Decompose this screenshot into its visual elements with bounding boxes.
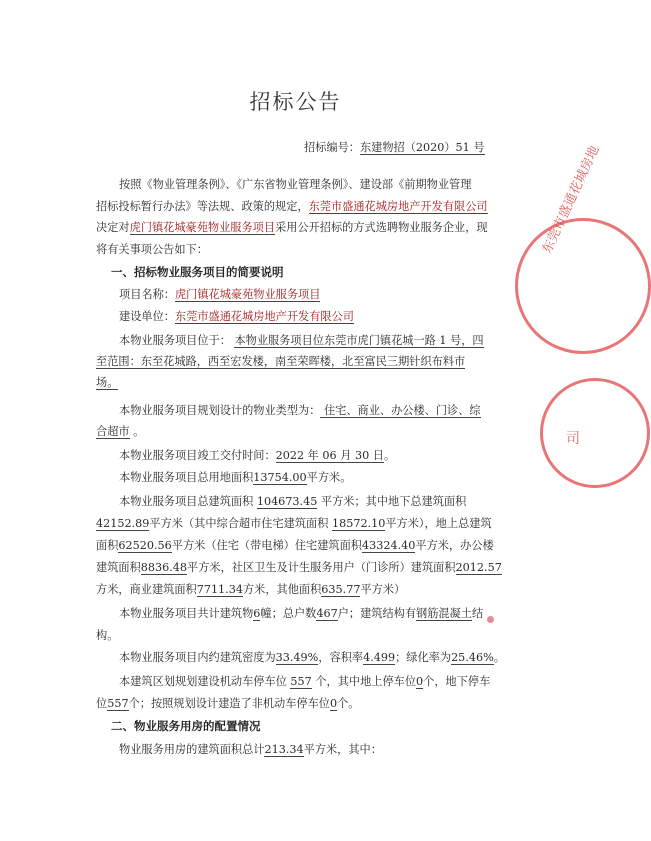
- property-types-line-1: 本物业服务项目规划设计的物业类型为： 住宅、商业、办公楼、门诊、综: [119, 404, 481, 417]
- intro-line-4: 将有关事项公告如下：: [96, 243, 208, 256]
- service-room-area: 物业服务用房的建筑面积总计213.34平方米，其中：: [119, 743, 382, 756]
- parking-line-1: 本建筑区划规划建设机动车停车位 557 个，其中地上停车位0个，地下停车: [119, 675, 491, 688]
- area-line-4: 建筑面积8836.48平方米，社区卫生及计生服务用户（门诊所）建筑面积2012.57: [96, 561, 502, 574]
- ref-number: 招标编号：东建物招（2020）51 号: [304, 141, 485, 154]
- location-line-2: 至范围：东至花城路，西至宏发楼，南至荣晖楼，北至富民三期针织布料市: [96, 355, 466, 368]
- density: 本物业服务项目内约建筑密度为33.49%，容积率4.499；绿化率为25.46%。: [119, 651, 505, 664]
- intro-line-2: 招标投标暂行办法》等法规、政策的规定，东莞市盛通花城房地产开发有限公司: [96, 200, 488, 213]
- area-line-5: 方米，商业建筑面积7711.34方米，其他面积635.77平方米）: [96, 583, 406, 596]
- page-title: 招标公告: [249, 90, 342, 114]
- builder: 建设单位：东莞市盛通花城房地产开发有限公司: [119, 310, 354, 323]
- project-name: 项目名称：虎门镇花城豪苑物业服务项目: [119, 288, 321, 301]
- red-ink-mark: [487, 616, 494, 623]
- property-types-line-2: 合超市 。: [96, 425, 145, 438]
- seal-text: 东莞市盛通花城房地: [539, 143, 603, 257]
- location-line-1: 本物业服务项目位于： 本物业服务项目位东莞市虎门镇花城一路 1 号，四: [119, 334, 484, 347]
- area-line-2: 42152.89平方米（其中综合超市住宅建筑面积 18572.10平方米），地上总建筑: [96, 517, 492, 530]
- seal-fragment: 司: [566, 431, 580, 447]
- intro-line-3: 决定对虎门镇花城豪苑物业服务项目采用公开招标的方式选聘物业服务企业，现: [96, 221, 488, 234]
- company-seal-lower: [540, 378, 650, 488]
- land-area: 本物业服务项目总用地面积13754.00平方米。: [119, 471, 352, 484]
- company-seal: [515, 218, 651, 354]
- section-heading-2: 二、物业服务用房的配置情况: [111, 719, 261, 733]
- completion-date: 本物业服务项目竣工交付时间：2022 年 06 月 30 日。: [119, 449, 396, 462]
- buildings-line-2: 构。: [96, 629, 119, 642]
- location-line-3: 场。: [96, 376, 119, 389]
- area-line-1: 本物业服务项目总建筑面积 104673.45 平方米；其中地下总建筑面积: [119, 495, 467, 508]
- area-line-3: 面积62520.56平方米（住宅（带电梯）住宅建筑面积43324.40平方米，办公楼: [96, 539, 494, 552]
- section-heading-1: 一、招标物业服务项目的简要说明: [111, 265, 284, 279]
- intro-line-1: 按照《物业管理条例》、《广东省物业管理条例》、建设部《前期物业管理: [119, 178, 472, 191]
- buildings-line-1: 本物业服务项目共计建筑物6幢；总户数467户；建筑结构有钢筋混凝土结: [119, 607, 484, 620]
- parking-line-2: 位557个；按照规划设计建造了非机动车停车位0个。: [96, 697, 360, 710]
